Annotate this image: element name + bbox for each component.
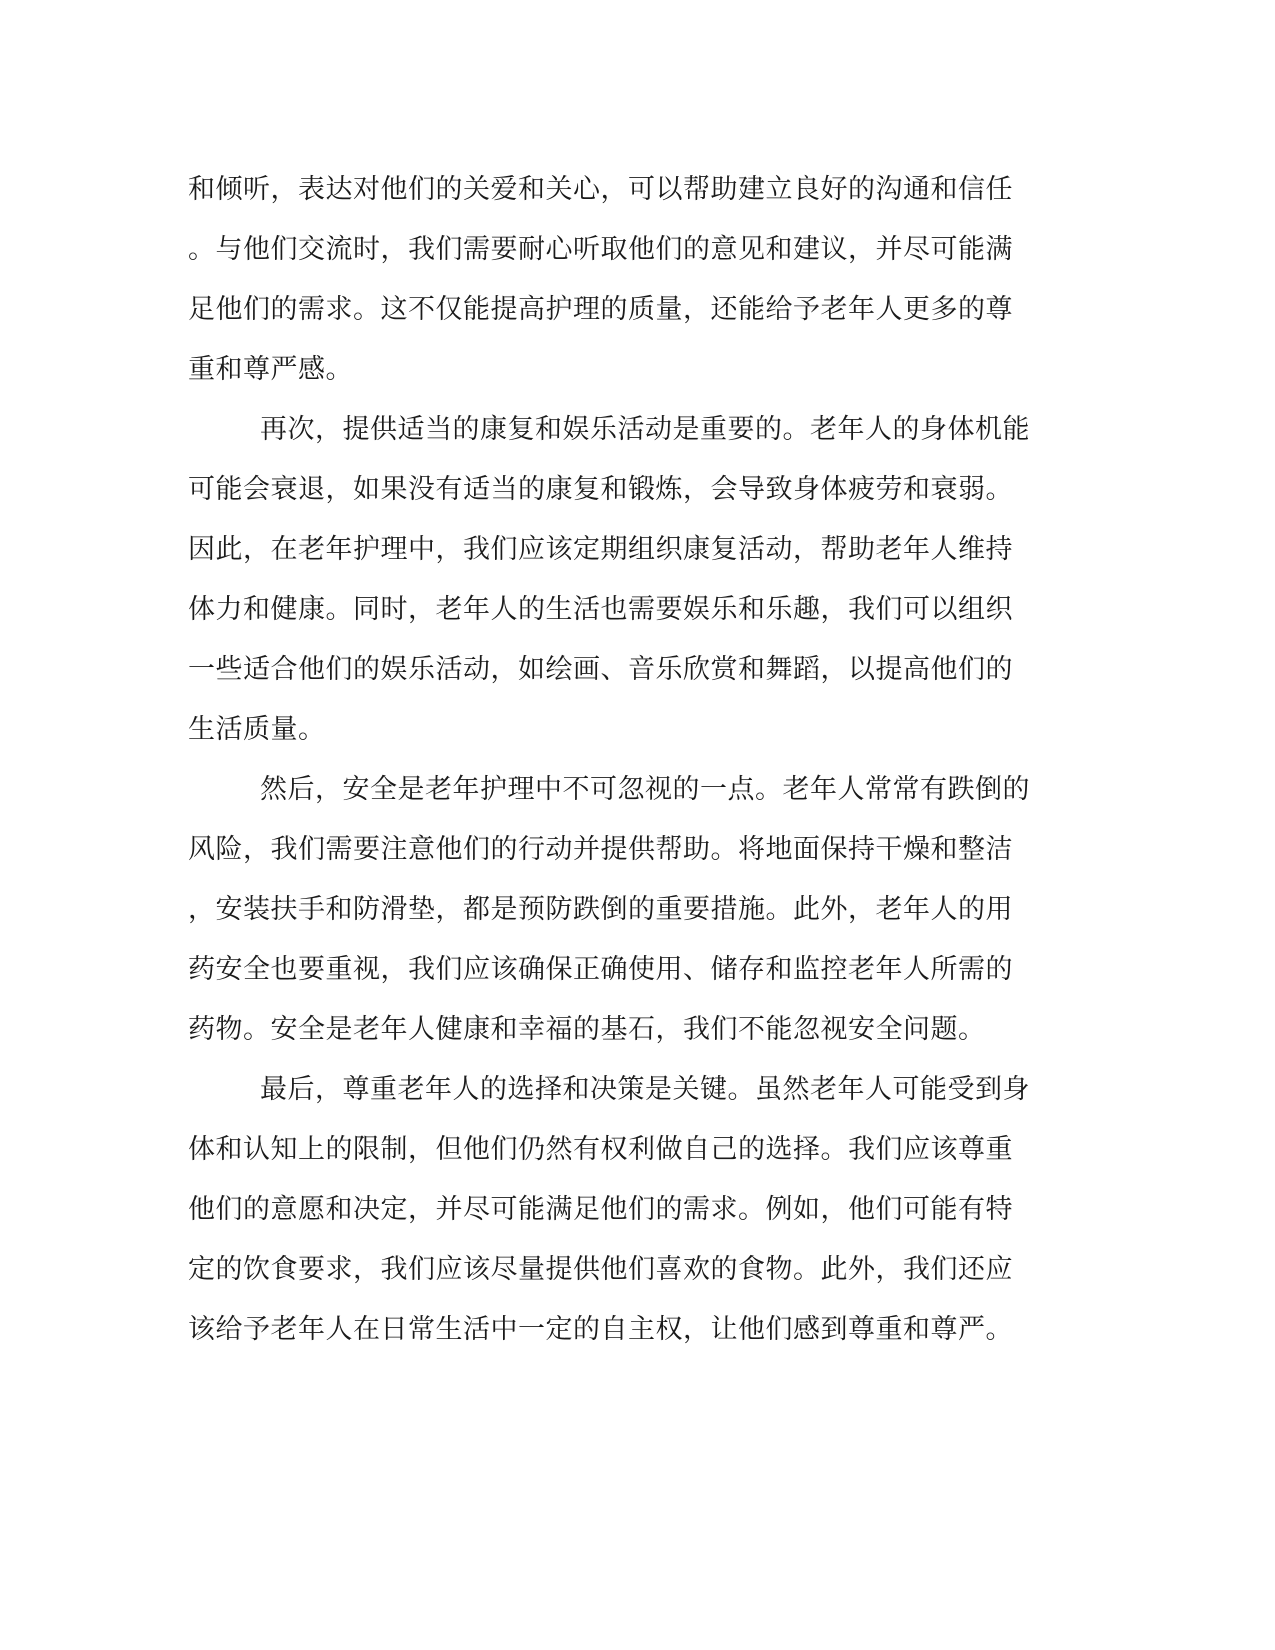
text-line: ，安装扶手和防滑垫，都是预防跌倒的重要措施。此外，老年人的用	[188, 894, 1013, 925]
text-line: 重和尊严感。	[188, 354, 353, 385]
paragraph-respect	[188, 1060, 1088, 1360]
text-line-first: 然后，安全是老年护理中不可忽视的一点。老年人常常有跌倒的	[260, 774, 1030, 805]
paragraph-communication	[188, 160, 1088, 400]
text-line: 可能会衰退，如果没有适当的康复和锻炼，会导致身体疲劳和衰弱。	[188, 474, 1013, 505]
text-line: 定的饮食要求，我们应该尽量提供他们喜欢的食物。此外，我们还应	[188, 1254, 1013, 1285]
text-line: 足他们的需求。这不仅能提高护理的质量，还能给予老年人更多的尊	[188, 294, 1013, 325]
text-line: 和倾听，表达对他们的关爱和关心，可以帮助建立良好的沟通和信任	[188, 174, 1013, 205]
paragraph-safety	[188, 760, 1088, 1060]
text-line: 体和认知上的限制，但他们仍然有权利做自己的选择。我们应该尊重	[188, 1134, 1013, 1165]
text-line: 他们的意愿和决定，并尽可能满足他们的需求。例如，他们可能有特	[188, 1194, 1013, 1225]
text-line-first: 再次，提供适当的康复和娱乐活动是重要的。老年人的身体机能	[260, 414, 1030, 445]
text-line: 。与他们交流时，我们需要耐心听取他们的意见和建议，并尽可能满	[188, 234, 1013, 265]
text-line: 体力和健康。同时，老年人的生活也需要娱乐和乐趣，我们可以组织	[188, 594, 1013, 625]
text-line: 药物。安全是老年人健康和幸福的基石，我们不能忽视安全问题。	[188, 1014, 986, 1045]
body-text	[188, 160, 1088, 1360]
paragraph-rehabilitation	[188, 400, 1088, 760]
text-line: 风险，我们需要注意他们的行动并提供帮助。将地面保持干燥和整洁	[188, 834, 1013, 865]
text-line-first: 最后，尊重老年人的选择和决策是关键。虽然老年人可能受到身	[260, 1074, 1030, 1105]
text-line: 因此，在老年护理中，我们应该定期组织康复活动，帮助老年人维持	[188, 534, 1013, 565]
text-line: 一些适合他们的娱乐活动，如绘画、音乐欣赏和舞蹈，以提高他们的	[188, 654, 1013, 685]
text-line: 生活质量。	[188, 714, 326, 745]
text-line: 药安全也要重视，我们应该确保正确使用、储存和监控老年人所需的	[188, 954, 1013, 985]
text-line: 该给予老年人在日常生活中一定的自主权，让他们感到尊重和尊严。	[188, 1314, 1013, 1345]
